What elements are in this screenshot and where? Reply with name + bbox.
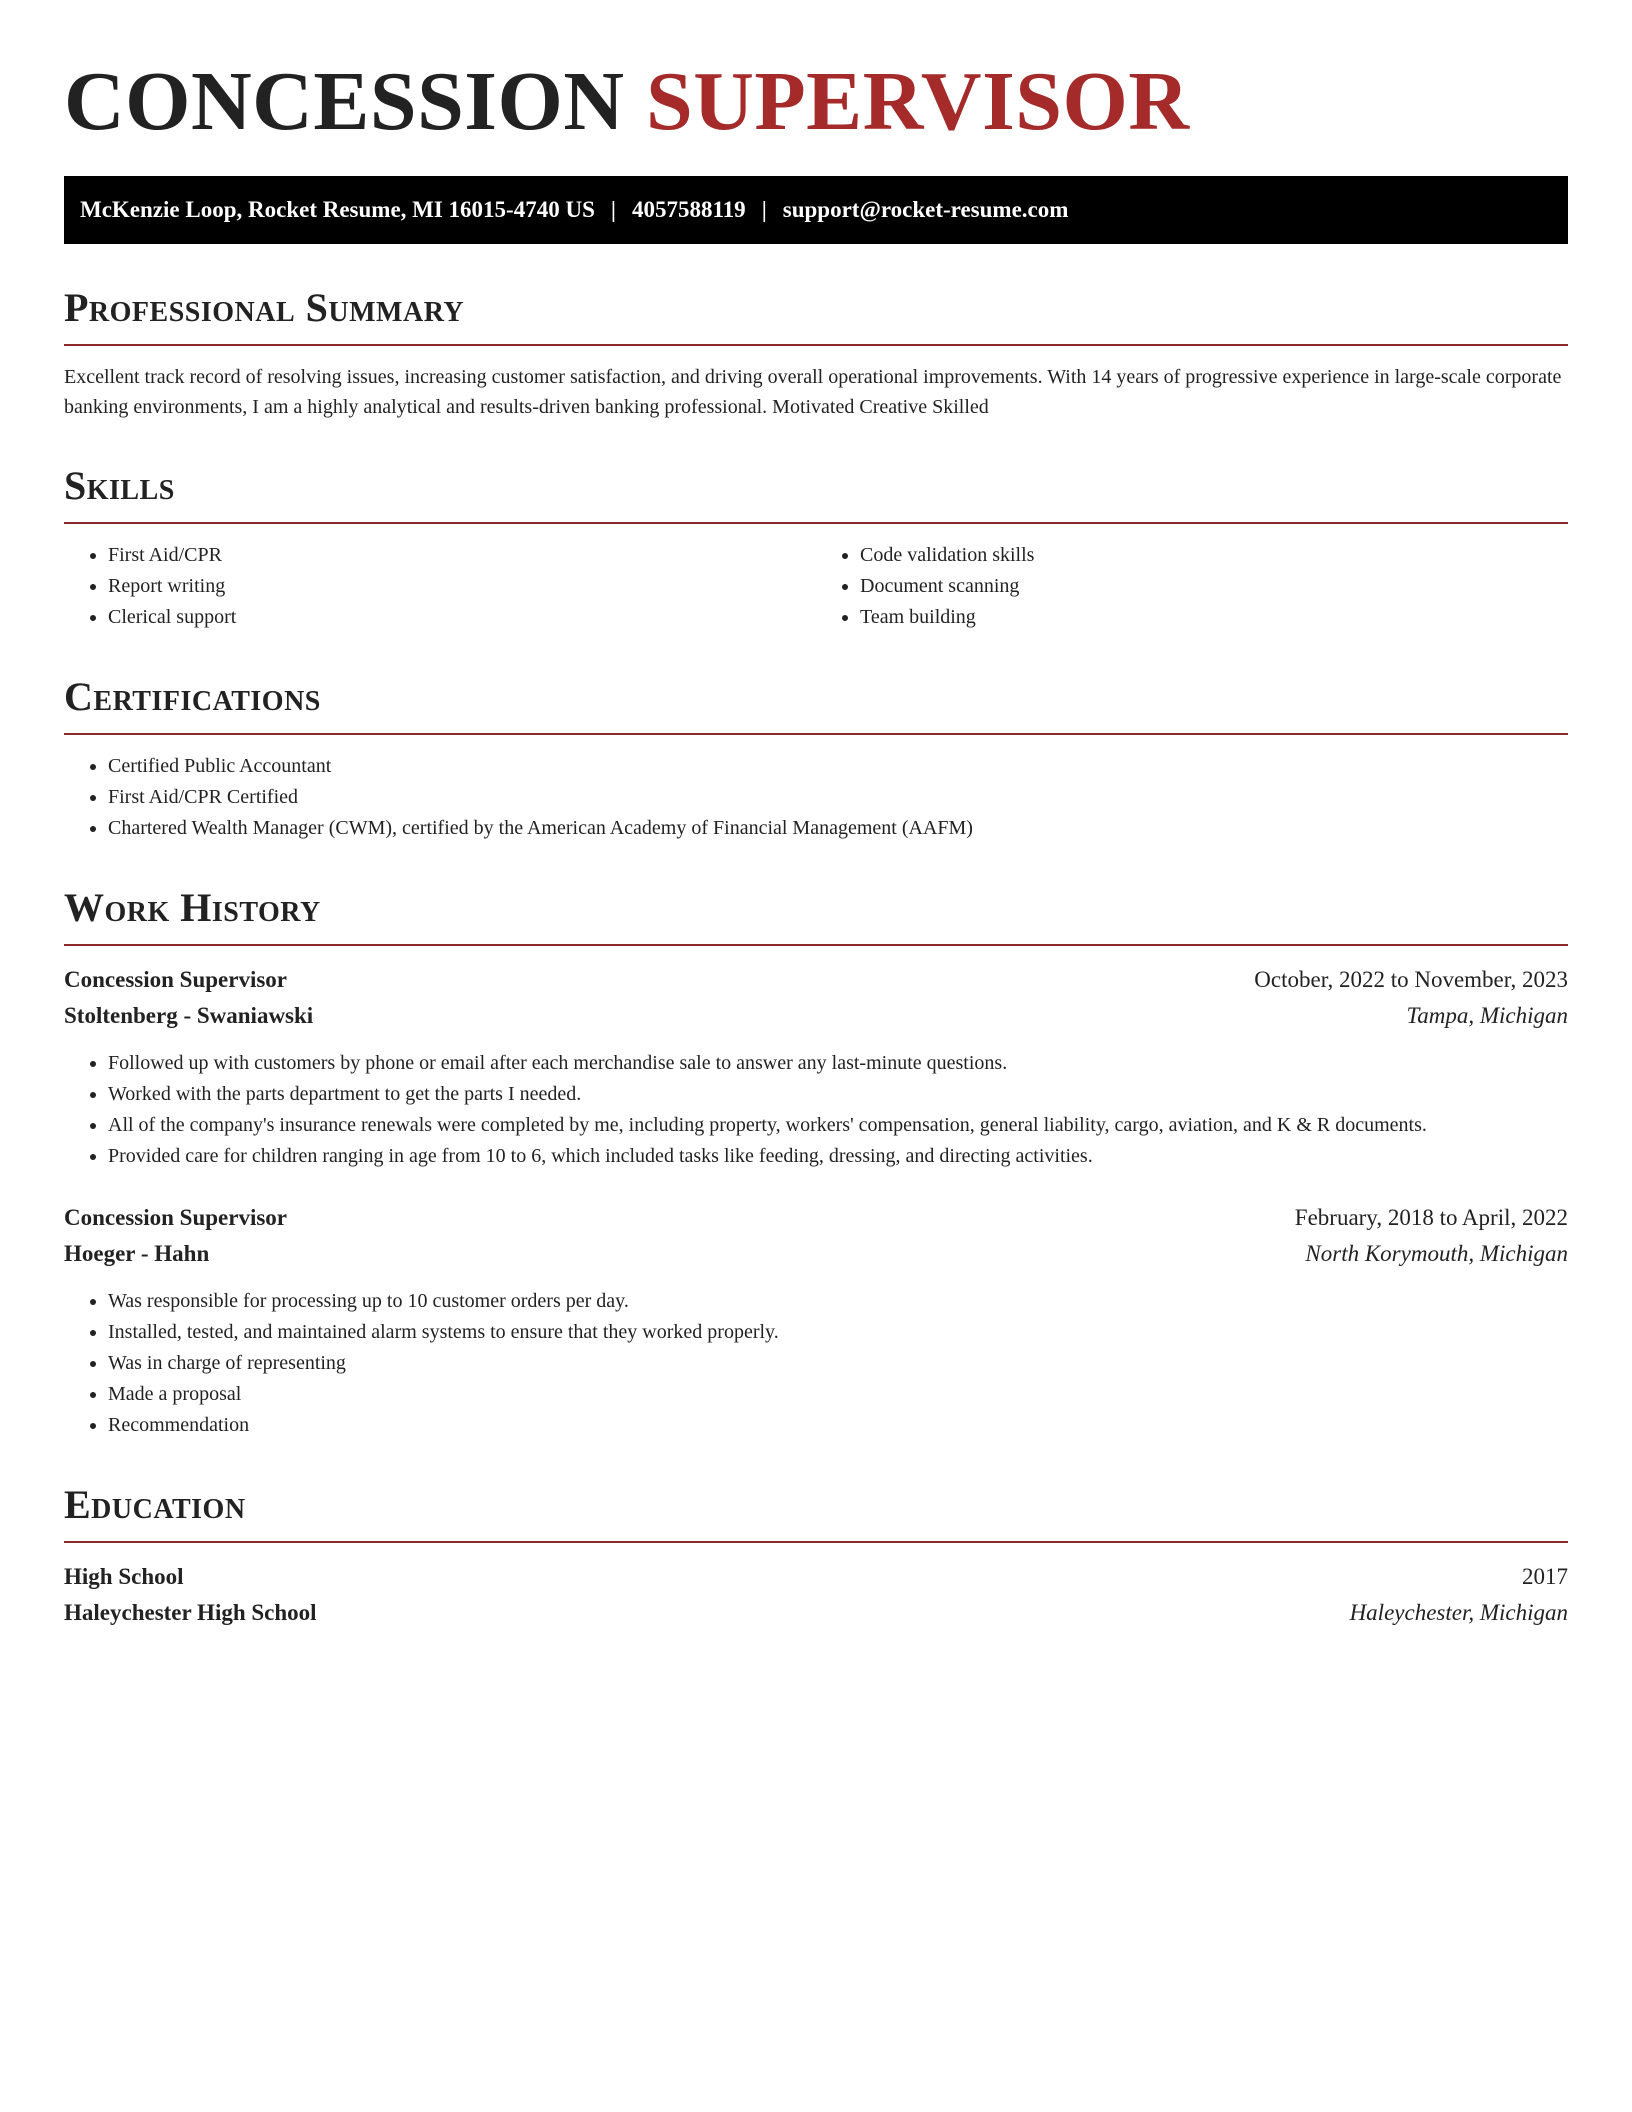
job-company: Hoeger - Hahn — [64, 1241, 210, 1266]
contact-phone: 4057588119 — [631, 197, 746, 222]
skills-list-right — [816, 540, 1568, 633]
education-section — [64, 1481, 1568, 1631]
certification-item: • Certified Public Accountant — [108, 751, 1568, 782]
skills-section — [64, 462, 1568, 633]
contact-separator: | — [610, 197, 616, 222]
job-dates: February, 2018 to April, 2022 — [1294, 1205, 1568, 1230]
skills-list-left — [64, 540, 816, 633]
contact-address: McKenzie Loop, Rocket Resume, MI 16015-4740 US — [80, 197, 595, 222]
job-title-row — [64, 1200, 1568, 1236]
job-bullets — [64, 1286, 1568, 1441]
certification-item: • Chartered Wealth Manager (CWM), certified by the American Academy of Financial Management (AAFM) — [108, 813, 1568, 844]
skill-item: • Report writing — [108, 571, 816, 602]
job-bullet: • Was responsible for processing up to 10 customer orders per day. — [108, 1286, 1568, 1317]
skills-heading: Skills — [64, 462, 1568, 524]
job-location: Tampa, Michigan — [1406, 1003, 1568, 1028]
skill-item: • Clerical support — [108, 602, 816, 633]
skill-item: • First Aid/CPR — [108, 540, 816, 571]
job-bullet: • Followed up with customers by phone or email after each merchandise sale to answer any last-minute questions. — [108, 1048, 1568, 1079]
education-degree: High School — [64, 1564, 184, 1589]
job-entry — [64, 962, 1568, 1172]
education-heading: Education — [64, 1481, 1568, 1543]
job-entry — [64, 1200, 1568, 1441]
job-title-row — [64, 962, 1568, 998]
education-school-row — [64, 1595, 1568, 1631]
certifications-section — [64, 673, 1568, 844]
work-history-section — [64, 884, 1568, 1441]
resume-title — [64, 52, 1568, 152]
contact-email: support@rocket-resume.com — [782, 197, 1069, 222]
job-bullet: • Worked with the parts department to get the parts I needed. — [108, 1079, 1568, 1110]
job-bullet: • Provided care for children ranging in age from 10 to 6, which included tasks like feeding, dressing, and directing activities. — [108, 1141, 1568, 1172]
summary-section — [64, 284, 1568, 422]
job-bullets — [64, 1048, 1568, 1172]
skill-item: • Team building — [860, 602, 1568, 633]
certifications-heading: Certifications — [64, 673, 1568, 735]
certifications-list — [64, 751, 1568, 844]
job-bullet: • Installed, tested, and maintained alarm systems to ensure that they worked properly. — [108, 1317, 1568, 1348]
job-bullet: • All of the company's insurance renewals were completed by me, including property, workers' compensation, general liability, cargo, aviation, and K & R documents. — [108, 1110, 1568, 1141]
contact-separator: | — [761, 197, 767, 222]
contact-bar — [64, 176, 1568, 244]
summary-heading: Professional Summary — [64, 284, 1568, 346]
education-year: 2017 — [1522, 1564, 1568, 1589]
job-bullet: • Recommendation — [108, 1410, 1568, 1441]
job-bullet: • Made a proposal — [108, 1379, 1568, 1410]
skill-item: • Code validation skills — [860, 540, 1568, 571]
job-company-row — [64, 1236, 1568, 1272]
job-company-row — [64, 998, 1568, 1034]
education-school: Haleychester High School — [64, 1600, 317, 1625]
job-bullet: • Was in charge of representing — [108, 1348, 1568, 1379]
job-title: Concession Supervisor — [64, 967, 287, 992]
education-entry — [64, 1559, 1568, 1631]
job-dates: October, 2022 to November, 2023 — [1254, 967, 1568, 992]
job-company: Stoltenberg - Swaniawski — [64, 1003, 314, 1028]
skills-grid — [64, 540, 1568, 633]
title-second-word: SUPERVISOR — [645, 55, 1190, 148]
summary-text: Excellent track record of resolving issues, increasing customer satisfaction, and driving overall operational improvements. With 14 years of progressive experience in large-scale corporate banking environments, I am a highly analytical and results-driven banking professional. Motivated Creative Skilled — [64, 366, 1562, 418]
education-degree-row — [64, 1559, 1568, 1595]
skill-item: • Document scanning — [860, 571, 1568, 602]
certification-item: • First Aid/CPR Certified — [108, 782, 1568, 813]
job-title: Concession Supervisor — [64, 1205, 287, 1230]
title-first-word: CONCESSION — [64, 55, 625, 148]
work-history-heading: Work History — [64, 884, 1568, 946]
job-location: North Korymouth, Michigan — [1305, 1241, 1568, 1266]
education-location: Haleychester, Michigan — [1349, 1600, 1568, 1625]
